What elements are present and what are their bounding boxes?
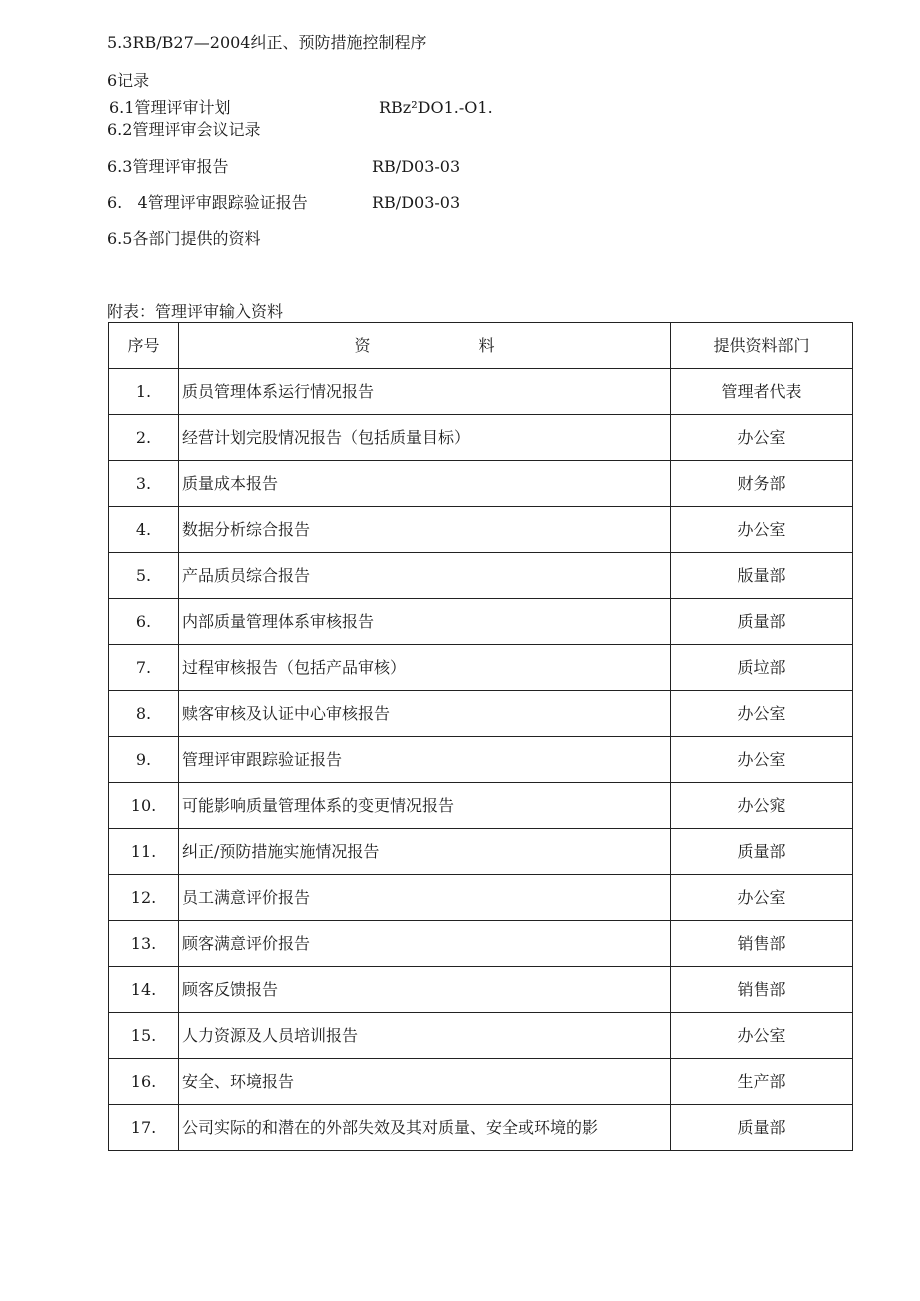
row-number: 12.: [109, 875, 179, 921]
header-material-right: 料: [478, 335, 495, 355]
appendix-caption: 附表：管理评审输入资料: [107, 302, 284, 321]
row-number: 3.: [109, 461, 179, 507]
row-item: 赎客审核及认证中心审核报告: [179, 691, 671, 737]
record-label: 6. 4管理评审跟踪验证报告: [107, 193, 308, 212]
row-department: 销售部: [671, 921, 853, 967]
row-department: 质量部: [671, 599, 853, 645]
header-index: 序号: [109, 323, 179, 369]
appendix-table: [108, 322, 853, 1151]
row-item: 经营计划完股情况报告（包括质量目标）: [179, 415, 671, 461]
table-row: [109, 1059, 853, 1105]
row-item: 产品质员综合报告: [179, 553, 671, 599]
table-row: [109, 415, 853, 461]
row-department: 财务部: [671, 461, 853, 507]
header-material: [179, 323, 671, 369]
row-number: 13.: [109, 921, 179, 967]
header-department: 提供资料部门: [671, 323, 853, 369]
row-number: 16.: [109, 1059, 179, 1105]
row-department: 办公室: [671, 691, 853, 737]
row-department: 办公室: [671, 875, 853, 921]
record-code: RBz²DO1.-O1.: [379, 98, 493, 117]
row-number: 15.: [109, 1013, 179, 1059]
row-number: 2.: [109, 415, 179, 461]
row-number: 4.: [109, 507, 179, 553]
row-item: 顾客满意评价报告: [179, 921, 671, 967]
row-department: 办公室: [671, 737, 853, 783]
row-item: 数据分析综合报告: [179, 507, 671, 553]
row-department: 质量部: [671, 829, 853, 875]
row-item: 纠正/预防措施实施情况报告: [179, 829, 671, 875]
row-department: 版量部: [671, 553, 853, 599]
table-row: [109, 1013, 853, 1059]
record-code: RB/D03-03: [372, 157, 461, 176]
table-row: [109, 967, 853, 1013]
record-label: 6.2管理评审会议记录: [107, 120, 261, 139]
record-label: 6.1管理评审计划: [109, 98, 231, 117]
record-label: 6.5各部门提供的资料: [107, 229, 261, 248]
row-number: 11.: [109, 829, 179, 875]
table-row: [109, 691, 853, 737]
row-item: 可能影响质量管理体系的变更情况报告: [179, 783, 671, 829]
table-header-row: [109, 323, 853, 369]
row-item: 质员管理体系运行情况报告: [179, 369, 671, 415]
row-number: 8.: [109, 691, 179, 737]
table-row: [109, 921, 853, 967]
row-department: 管理者代表: [671, 369, 853, 415]
row-item: 公司实际的和潜在的外部失效及其对质量、安全或环境的影: [179, 1105, 671, 1151]
header-material-left: 资: [354, 335, 371, 355]
table-row: [109, 737, 853, 783]
procedure-reference: 5.3RB/B27—2004纠正、预防措施控制程序: [107, 33, 427, 52]
row-item: 质量成本报告: [179, 461, 671, 507]
row-department: 生产部: [671, 1059, 853, 1105]
row-item: 内部质量管理体系审核报告: [179, 599, 671, 645]
table-row: [109, 645, 853, 691]
row-number: 6.: [109, 599, 179, 645]
row-department: 办公室: [671, 1013, 853, 1059]
table-row: [109, 829, 853, 875]
row-department: 销售部: [671, 967, 853, 1013]
row-item: 顾客反馈报告: [179, 967, 671, 1013]
row-item: 管理评审跟踪验证报告: [179, 737, 671, 783]
table-row: [109, 783, 853, 829]
table-row: [109, 875, 853, 921]
row-department: 办公室: [671, 415, 853, 461]
records-heading: 6记录: [107, 71, 150, 90]
table-row: [109, 369, 853, 415]
row-item: 人力资源及人员培训报告: [179, 1013, 671, 1059]
row-number: 17.: [109, 1105, 179, 1151]
row-number: 7.: [109, 645, 179, 691]
table-row: [109, 1105, 853, 1151]
row-item: 安全、环境报告: [179, 1059, 671, 1105]
record-label: 6.3管理评审报告: [107, 157, 229, 176]
row-number: 9.: [109, 737, 179, 783]
row-number: 10.: [109, 783, 179, 829]
row-department: 办公室: [671, 507, 853, 553]
row-number: 14.: [109, 967, 179, 1013]
row-department: 质垃部: [671, 645, 853, 691]
row-department: 办公窕: [671, 783, 853, 829]
table-row: [109, 553, 853, 599]
row-item: 员工满意评价报告: [179, 875, 671, 921]
row-department: 质量部: [671, 1105, 853, 1151]
record-code: RB/D03-03: [372, 193, 461, 212]
table-row: [109, 461, 853, 507]
row-number: 5.: [109, 553, 179, 599]
row-item: 过程审核报告（包括产品审核）: [179, 645, 671, 691]
row-number: 1.: [109, 369, 179, 415]
table-row: [109, 507, 853, 553]
table-row: [109, 599, 853, 645]
